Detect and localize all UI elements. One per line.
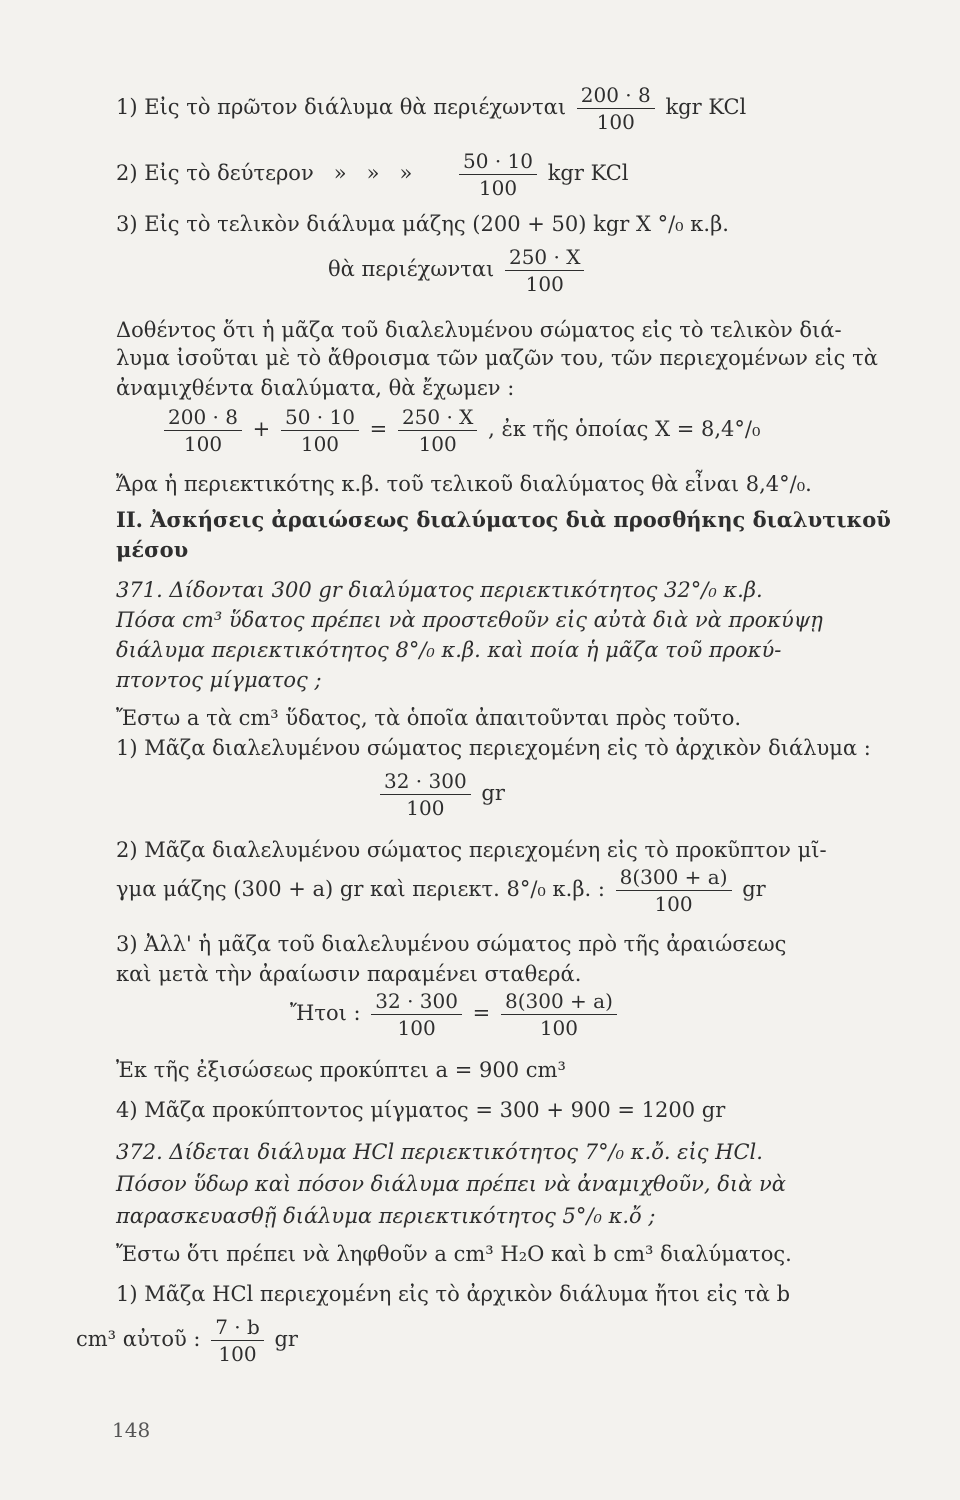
fraction: $\frac{200 \cdot 8}{100}$	[577, 84, 655, 133]
solution-line: Ἔστω ὅτι πρέπει νὰ ληφθοῦν a cm³ H₂O καὶ b cm³ διαλύματος.	[116, 1242, 792, 1266]
paragraph-line: Δοθέντος ὅτι ἡ μᾶζα τοῦ διαλελυμένου σώματος εἰς τὸ τελικὸν διά-	[116, 318, 842, 342]
exercise-372: 372. Δίδεται διάλυμα HCl περιεκτικότητος 7°/₀ κ.ὄ. εἰς HCl.	[116, 1140, 763, 1164]
solution-line: Ἐκ τῆς ἐξισώσεως προκύπτει a = 900 cm³	[116, 1058, 566, 1082]
solution-line: 4) Μᾶζα προκύπτοντος μίγματος = 300 + 900 = 1200 gr	[116, 1098, 726, 1122]
paragraph-line: ἀναμιχθέντα διαλύματα, θὰ ἔχωμεν :	[116, 376, 515, 400]
solution-line: καὶ μετὰ τὴν ἀραίωσιν παραμένει σταθερά.	[116, 962, 582, 986]
solution-line: 1) Μᾶζα διαλελυμένου σώματος περιεχομένη εἰς τὸ ἀρχικὸν διάλυμα :	[116, 736, 871, 760]
fraction-line: $\frac{32 \cdot 300}{100}$ gr	[376, 770, 505, 819]
page-number: 148	[112, 1418, 151, 1442]
line-3: 3) Εἰς τὸ τελικὸν διάλυμα μάζης (200 + 50) kgr X °/₀ κ.β.	[116, 212, 729, 236]
solution-line: 2) Μᾶζα διαλελυμένου σώματος περιεχομένη εἰς τὸ προκῦπτον μῖ-	[116, 838, 827, 862]
line-2: 2) Εἰς τὸ δεύτερον » » » $\frac{50 \cdot 10}{100}$ kgr KCl	[116, 149, 629, 200]
paragraph-line: Ἄρα ἡ περιεκτικότης κ.β. τοῦ τελικοῦ διαλύματος θὰ εἶναι 8,4°/₀.	[116, 472, 812, 496]
equation-2: Ἤτοι : $\frac{32 \cdot 300}{100}$ = $\frac{8(300 + a)}{100}$	[290, 990, 621, 1039]
line-4: θὰ περιέχωνται $\frac{250 \cdot X}{100}$	[328, 246, 588, 295]
exercise-372: Πόσον ὕδωρ καὶ πόσον διάλυμα πρέπει νὰ ἀναμιχθοῦν, διὰ νὰ	[116, 1172, 786, 1196]
exercise-371: διάλυμα περιεκτικότητος 8°/₀ κ.β. καὶ ποία ἡ μᾶζα τοῦ προκύ-	[116, 638, 782, 662]
solution-line: 3) Ἀλλ' ἡ μᾶζα τοῦ διαλελυμένου σώματος πρὸ τῆς ἀραιώσεως	[116, 932, 787, 956]
solution-line: Ἔστω a τὰ cm³ ὕδατος, τὰ ὁποῖα ἀπαιτοῦνται πρὸς τοῦτο.	[116, 706, 742, 730]
exercise-371: 371. Δίδονται 300 gr διαλύματος περιεκτικότητος 32°/₀ κ.β.	[116, 578, 763, 602]
fraction: $\frac{50 \cdot 10}{100}$	[459, 150, 537, 199]
solution-line: γμα μάζης (300 + a) gr καὶ περιεκτ. 8°/₀ κ.β. : $\frac{8(300 + a)}{100}$ gr	[116, 865, 766, 916]
section-heading: II. Ἀσκήσεις ἀραιώσεως διαλύματος διὰ προσθήκης διαλυτικοῦ	[116, 507, 891, 532]
solution-line: 1) Μᾶζα HCl περιεχομένη εἰς τὸ ἀρχικὸν διάλυμα ἤτοι εἰς τὰ b	[116, 1282, 791, 1306]
section-heading: μέσου	[116, 537, 189, 562]
exercise-371: πτοντος μίγματος ;	[116, 668, 322, 692]
exercise-372: παρασκευασθῇ διάλυμα περιεκτικότητος 5°/₀ κ.ὄ ;	[116, 1204, 656, 1228]
line-text: 1) Εἰς τὸ πρῶτον διάλυμα θὰ περιέχωνται	[116, 95, 567, 119]
paragraph-line: λυμα ἰσοῦται μὲ τὸ ἄθροισμα τῶν μαζῶν του, τῶν περιεχομένων εἰς τὰ	[116, 346, 878, 370]
solution-line: cm³ αὐτοῦ : $\frac{7 \cdot b}{100}$ gr	[76, 1315, 298, 1366]
fraction: $\frac{250 \cdot X}{100}$	[505, 246, 584, 295]
equation-1: $\frac{200 \cdot 8}{100}$ + $\frac{50 \cdot 10}{100}$ = $\frac{250 \cdot X}{100}$ , ἐκ τῆς ὁποίας X = 8,4°/₀	[160, 406, 760, 455]
line-1: 1) Εἰς τὸ πρῶτον διάλυμα θὰ περιέχωνται $\frac{200 \cdot 8}{100}$ kgr KCl	[116, 83, 747, 134]
exercise-371: Πόσα cm³ ὕδατος πρέπει νὰ προστεθοῦν εἰς αὐτὰ διὰ νὰ προκύψῃ	[116, 608, 823, 632]
